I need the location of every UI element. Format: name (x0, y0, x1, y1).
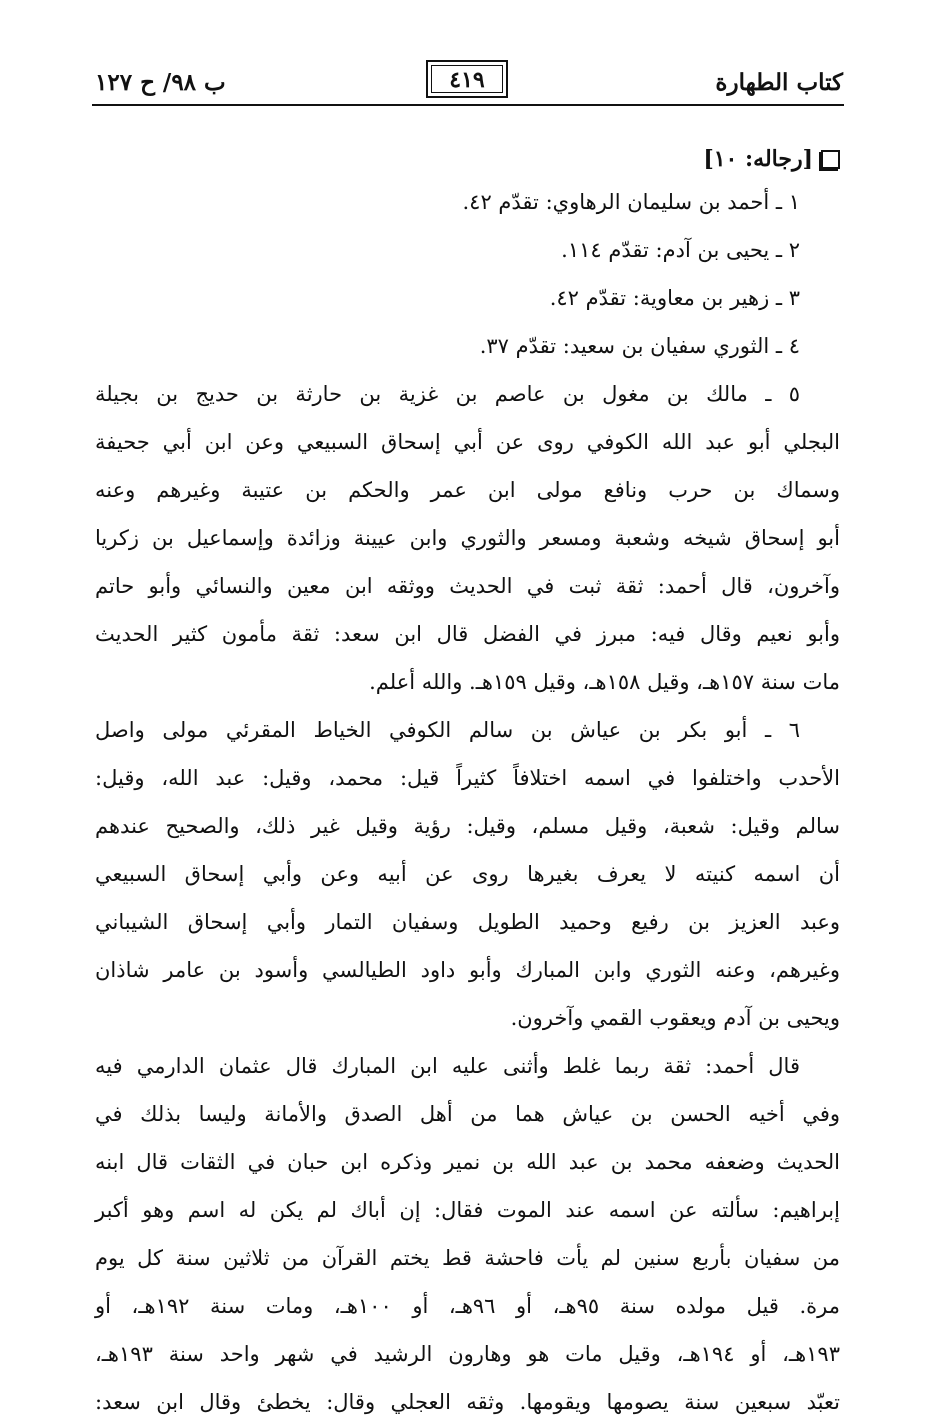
narrator-3: ٣ ـ زهير بن معاوية: تقدّم ٤٢. (549, 286, 800, 310)
narrator-6-cont-line: إبراهيم: سألته عن اسمه عند الموت فقال: إن أباك لم يكن له اسم وهو أكبر (95, 1198, 840, 1222)
narrator-4: ٤ ـ الثوري سفيان بن سعيد: تقدّم ٣٧. (479, 334, 800, 358)
narrator-5-line: مات سنة ١٥٧هـ، وقيل ١٥٨هـ، وقيل ١٥٩هـ. والله أعلم. (369, 670, 840, 694)
page-number: ٤١٩ (449, 67, 485, 93)
page-body (95, 140, 840, 1426)
narrator-5-line: البجلي أبو عبد الله الكوفي روى عن أبي إسحاق السبيعي وعن ابن أبي جحيفة (95, 430, 840, 454)
narrator-6-cont-line: من سفيان بأربع سنين لم يأت فاحشة قط يختم القرآن من ثلاثين سنة كل يوم (95, 1246, 840, 1270)
narrator-1: ١ ـ أحمد بن سليمان الرهاوي: تقدّم ٤٢. (462, 190, 800, 214)
narrator-6-line: وغيرهم، وعنه الثوري وابن المبارك وأبو داود الطيالسي وأسود بن عامر شاذان (95, 958, 840, 982)
narrator-6-line: وعبد العزيز بن رفيع وحميد الطويل وسفيان التمار وأبي إسحاق الشيباني (95, 910, 840, 934)
narrator-6-line: سالم وقيل: شعبة، وقيل مسلم، وقيل: رؤية وقيل غير ذلك، والصحيح عندهم (95, 814, 840, 838)
narrator-6-cont-line: قال أحمد: ثقة ربما غلط وأثنى عليه ابن المبارك قال عثمان الدارمي فيه (95, 1054, 800, 1078)
narrator-6-cont-line: تعبّد سبعين سنة يصومها ويقومها. وثقه العجلي وقال: يخطئ وقال ابن سعد: (95, 1390, 840, 1414)
narrator-6-line: ويحيى بن آدم ويعقوب القمي وآخرون. (510, 1006, 840, 1030)
narrator-5-line: وأبو نعيم وقال فيه: مبرز في الفضل قال ابن سعد: ثقة مأمون كثير الحديث (95, 622, 840, 646)
narrator-5-line: وآخرون، قال أحمد: ثقة ثبت في الحديث ووثقه ابن معين والنسائي وأبو حاتم (95, 574, 840, 598)
header-rule (92, 104, 844, 106)
chapter-reference: ب ٩٨/ ح ١٢٧ (95, 69, 226, 96)
narrator-5-line: وسماك بن حرب ونافع مولى ابن عمر والحكم بن عتيبة وغيرهم وعنه (95, 478, 840, 502)
narrator-2: ٢ ـ يحيى بن آدم: تقدّم ١١٤. (561, 238, 800, 262)
book-title: كتاب الطهارة (715, 69, 843, 96)
narrator-6-cont-line: مرة. قيل مولده سنة ٩٥هـ، أو ٩٦هـ، أو ١٠٠هـ، ومات سنة ١٩٢هـ، أو (95, 1294, 840, 1318)
narrator-6-cont-line: الحديث وضعفه محمد بن عبد الله بن نمير وذكره ابن حبان في الثقات قال ابنه (95, 1150, 840, 1174)
narrator-5-line: ٥ ـ مالك بن مغول بن عاصم بن غزية بن حارثة بن حديج بن بجيلة (95, 382, 800, 406)
section-heading-text: [رجاله: ١٠] (703, 146, 813, 172)
narrator-5-line: أبو إسحاق شيخه وشعبة ومسعر والثوري وابن عيينة وزائدة وإسماعيل بن زكريا (95, 526, 840, 550)
narrator-6-line: أن اسمه كنيته لا يعرف بغيرها روى عن أبيه وعن وأبي إسحاق السبيعي (95, 862, 840, 886)
narrator-6-line: الأحدب واختلفوا في اسمه اختلافاً كثيراً قيل: محمد، وقيل: عبد الله، وقيل: (95, 766, 840, 790)
narrator-6-cont-line: ١٩٣هـ، أو ١٩٤هـ، وقيل مات هو وهارون الرشيد في شهر واحد سنة ١٩٣هـ، (95, 1342, 840, 1366)
checkbox-square-icon (821, 150, 840, 169)
narrator-6-line: ٦ ـ أبو بكر بن عياش بن سالم الكوفي الخياط المقرئي مولى واصل (95, 718, 800, 742)
section-heading (95, 140, 840, 178)
page-number-box (426, 60, 508, 98)
narrator-6-cont-line: وفي أخيه الحسن بن عياش هما من أهل الصدق والأمانة وليسا بذلك في (95, 1102, 840, 1126)
